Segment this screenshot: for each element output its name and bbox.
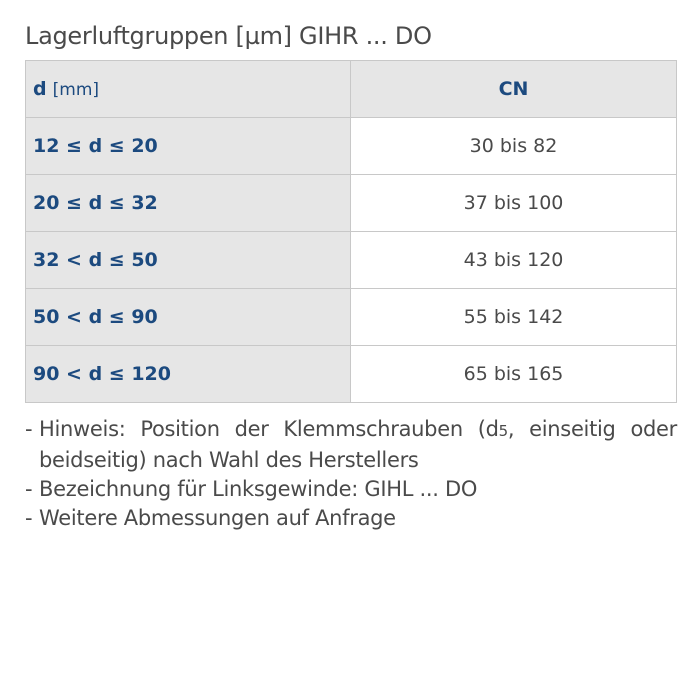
header-diameter-symbol: d [33, 78, 47, 100]
row-cn-value: 30 bis 82 [351, 118, 677, 175]
note-left-thread [25, 475, 677, 504]
header-diameter [26, 61, 351, 118]
table-row [26, 232, 677, 289]
note-position-subscript: 5 [498, 422, 508, 440]
row-range: 50 < d ≤ 90 [26, 289, 351, 346]
row-range: 12 ≤ d ≤ 20 [26, 118, 351, 175]
notes-list [25, 415, 677, 533]
table-row [26, 289, 677, 346]
note-dash: - [25, 477, 33, 501]
note-further-dimensions-text: Weitere Abmessungen auf Anfrage [39, 506, 396, 530]
table-row [26, 346, 677, 403]
note-dash: - [25, 417, 33, 441]
note-left-thread-text: Bezeichnung für Linksgewinde: GIHL ... DO [39, 477, 478, 501]
row-cn-value: 55 bis 142 [351, 289, 677, 346]
table-header-row [26, 61, 677, 118]
row-range: 20 ≤ d ≤ 32 [26, 175, 351, 232]
header-cn: CN [351, 61, 677, 118]
page-title: Lagerluftgruppen [µm] GIHR ... DO [25, 22, 432, 50]
row-range: 32 < d ≤ 50 [26, 232, 351, 289]
row-cn-value: 65 bis 165 [351, 346, 677, 403]
row-range: 90 < d ≤ 120 [26, 346, 351, 403]
table-row [26, 118, 677, 175]
table-row [26, 175, 677, 232]
header-diameter-unit: [mm] [52, 80, 100, 100]
row-cn-value: 43 bis 120 [351, 232, 677, 289]
note-position-text-post: , einseitig oder beidseitig) nach Wahl des Herstellers [39, 417, 677, 472]
note-position [25, 415, 677, 475]
note-further-dimensions [25, 504, 677, 533]
bearing-clearance-table [25, 60, 677, 403]
row-cn-value: 37 bis 100 [351, 175, 677, 232]
note-dash: - [25, 506, 33, 530]
note-position-text-pre: Hinweis: Position der Klemmschrauben (d [39, 417, 499, 441]
